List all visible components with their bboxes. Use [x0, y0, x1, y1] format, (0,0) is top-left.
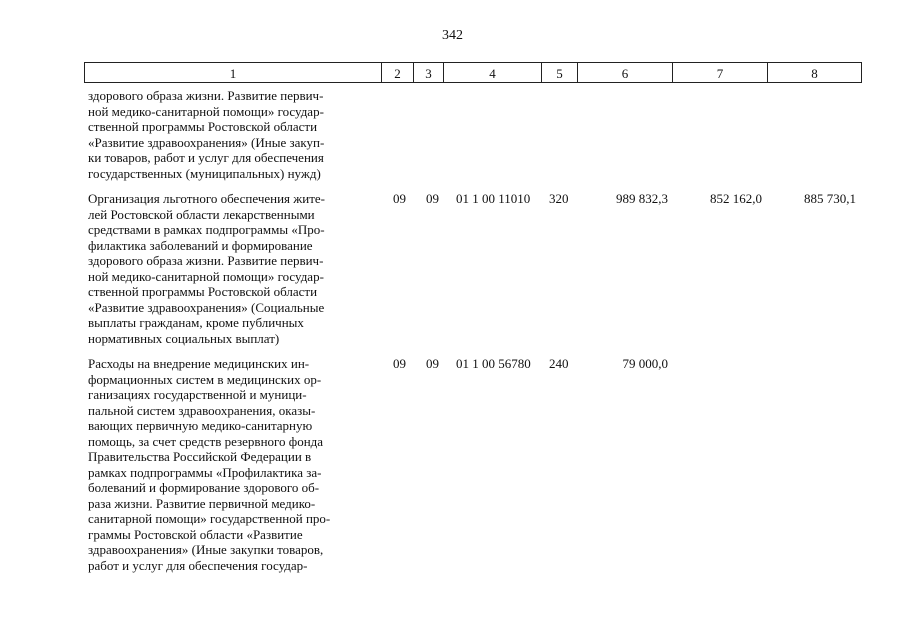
description-line: здорового образа жизни. Развитие первич- — [88, 253, 324, 268]
description-line: пальной систем здравоохранения, оказы- — [88, 402, 316, 418]
description-line: ки товаров, работ и услуг для обеспечения — [88, 150, 324, 165]
table-body — [84, 88, 862, 573]
description-line: вающих первичную медико-санитарную — [88, 418, 313, 433]
target-article-code: 01 1 00 56780 — [456, 356, 531, 371]
description-line: государственных (муниципальных) нужд) — [88, 165, 321, 181]
description-line: раза жизни. Развитие первичной медико- — [88, 495, 316, 511]
description-line: средствами в рамках подпрограммы «Про- — [88, 222, 325, 237]
section-code: 09 — [393, 356, 406, 371]
column-header-3: 3 — [413, 62, 443, 83]
column-header-2: 2 — [381, 62, 413, 83]
description-line: здорового образа жизни. Развитие первич- — [88, 88, 324, 103]
description-line: санитарной помощи» государственной про- — [88, 511, 331, 526]
expense-type-code: 240 — [549, 356, 569, 371]
section-code: 09 — [393, 191, 406, 206]
description-line: «Развитие здравоохранения» (Иные закуп- — [88, 134, 325, 150]
row-description — [84, 356, 378, 573]
column-header-5: 5 — [541, 62, 577, 83]
budget-table — [84, 62, 862, 573]
table-row — [84, 88, 862, 181]
description-line: ганизациях государственной и муници- — [88, 387, 307, 402]
amount-column-8: 885 730,1 — [804, 191, 856, 206]
description-line: лей Ростовской области лекарственными — [88, 206, 315, 222]
amount-column-6: 79 000,0 — [622, 356, 668, 371]
description-line: нормативных социальных выплат) — [88, 330, 280, 346]
amount-column-6: 989 832,3 — [616, 191, 668, 206]
subsection-code: 09 — [426, 191, 439, 206]
row-description — [84, 88, 378, 181]
description-line: Расходы на внедрение медицинских ин- — [88, 356, 310, 371]
column-header-1: 1 — [84, 62, 381, 83]
column-header-7: 7 — [672, 62, 767, 83]
description-line: граммы Ростовской области «Развитие — [88, 526, 303, 542]
description-line: Организация льготного обеспечения жите- — [88, 191, 325, 206]
table-row — [84, 356, 862, 573]
description-line: Правительства Российской Федерации в — [88, 449, 312, 464]
subsection-code: 09 — [426, 356, 439, 371]
description-line: «Развитие здравоохранения» (Социальные — [88, 299, 325, 315]
row-description — [84, 191, 378, 346]
expense-type-code: 320 — [549, 191, 569, 206]
description-line: ственной программы Ростовской области — [88, 284, 318, 299]
description-line: выплаты гражданам, кроме публичных — [88, 315, 304, 330]
description-line: рамках подпрограммы «Профилактика за- — [88, 464, 322, 480]
description-line: работ и услуг для обеспечения государ- — [88, 557, 308, 573]
description-line: ной медико-санитарной помощи» государ- — [88, 103, 324, 119]
page-number: 342 — [442, 28, 463, 43]
description-line: болеваний и формирование здорового об- — [88, 480, 320, 495]
column-header-4: 4 — [443, 62, 541, 83]
target-article-code: 01 1 00 11010 — [456, 191, 531, 206]
column-header-8: 8 — [767, 62, 862, 83]
table-header-row — [84, 62, 862, 84]
description-line: филактика заболеваний и формирование — [88, 237, 313, 253]
amount-column-7: 852 162,0 — [710, 191, 762, 206]
description-line: ственной программы Ростовской области — [88, 119, 318, 134]
description-line: здравоохранения» (Иные закупки товаров, — [88, 542, 324, 557]
description-line: ной медико-санитарной помощи» государ- — [88, 268, 324, 284]
table-row — [84, 191, 862, 346]
description-line: помощь, за счет средств резервного фонда — [88, 433, 324, 449]
description-line: формационных систем в медицинских ор- — [88, 371, 322, 387]
column-header-6: 6 — [577, 62, 672, 83]
